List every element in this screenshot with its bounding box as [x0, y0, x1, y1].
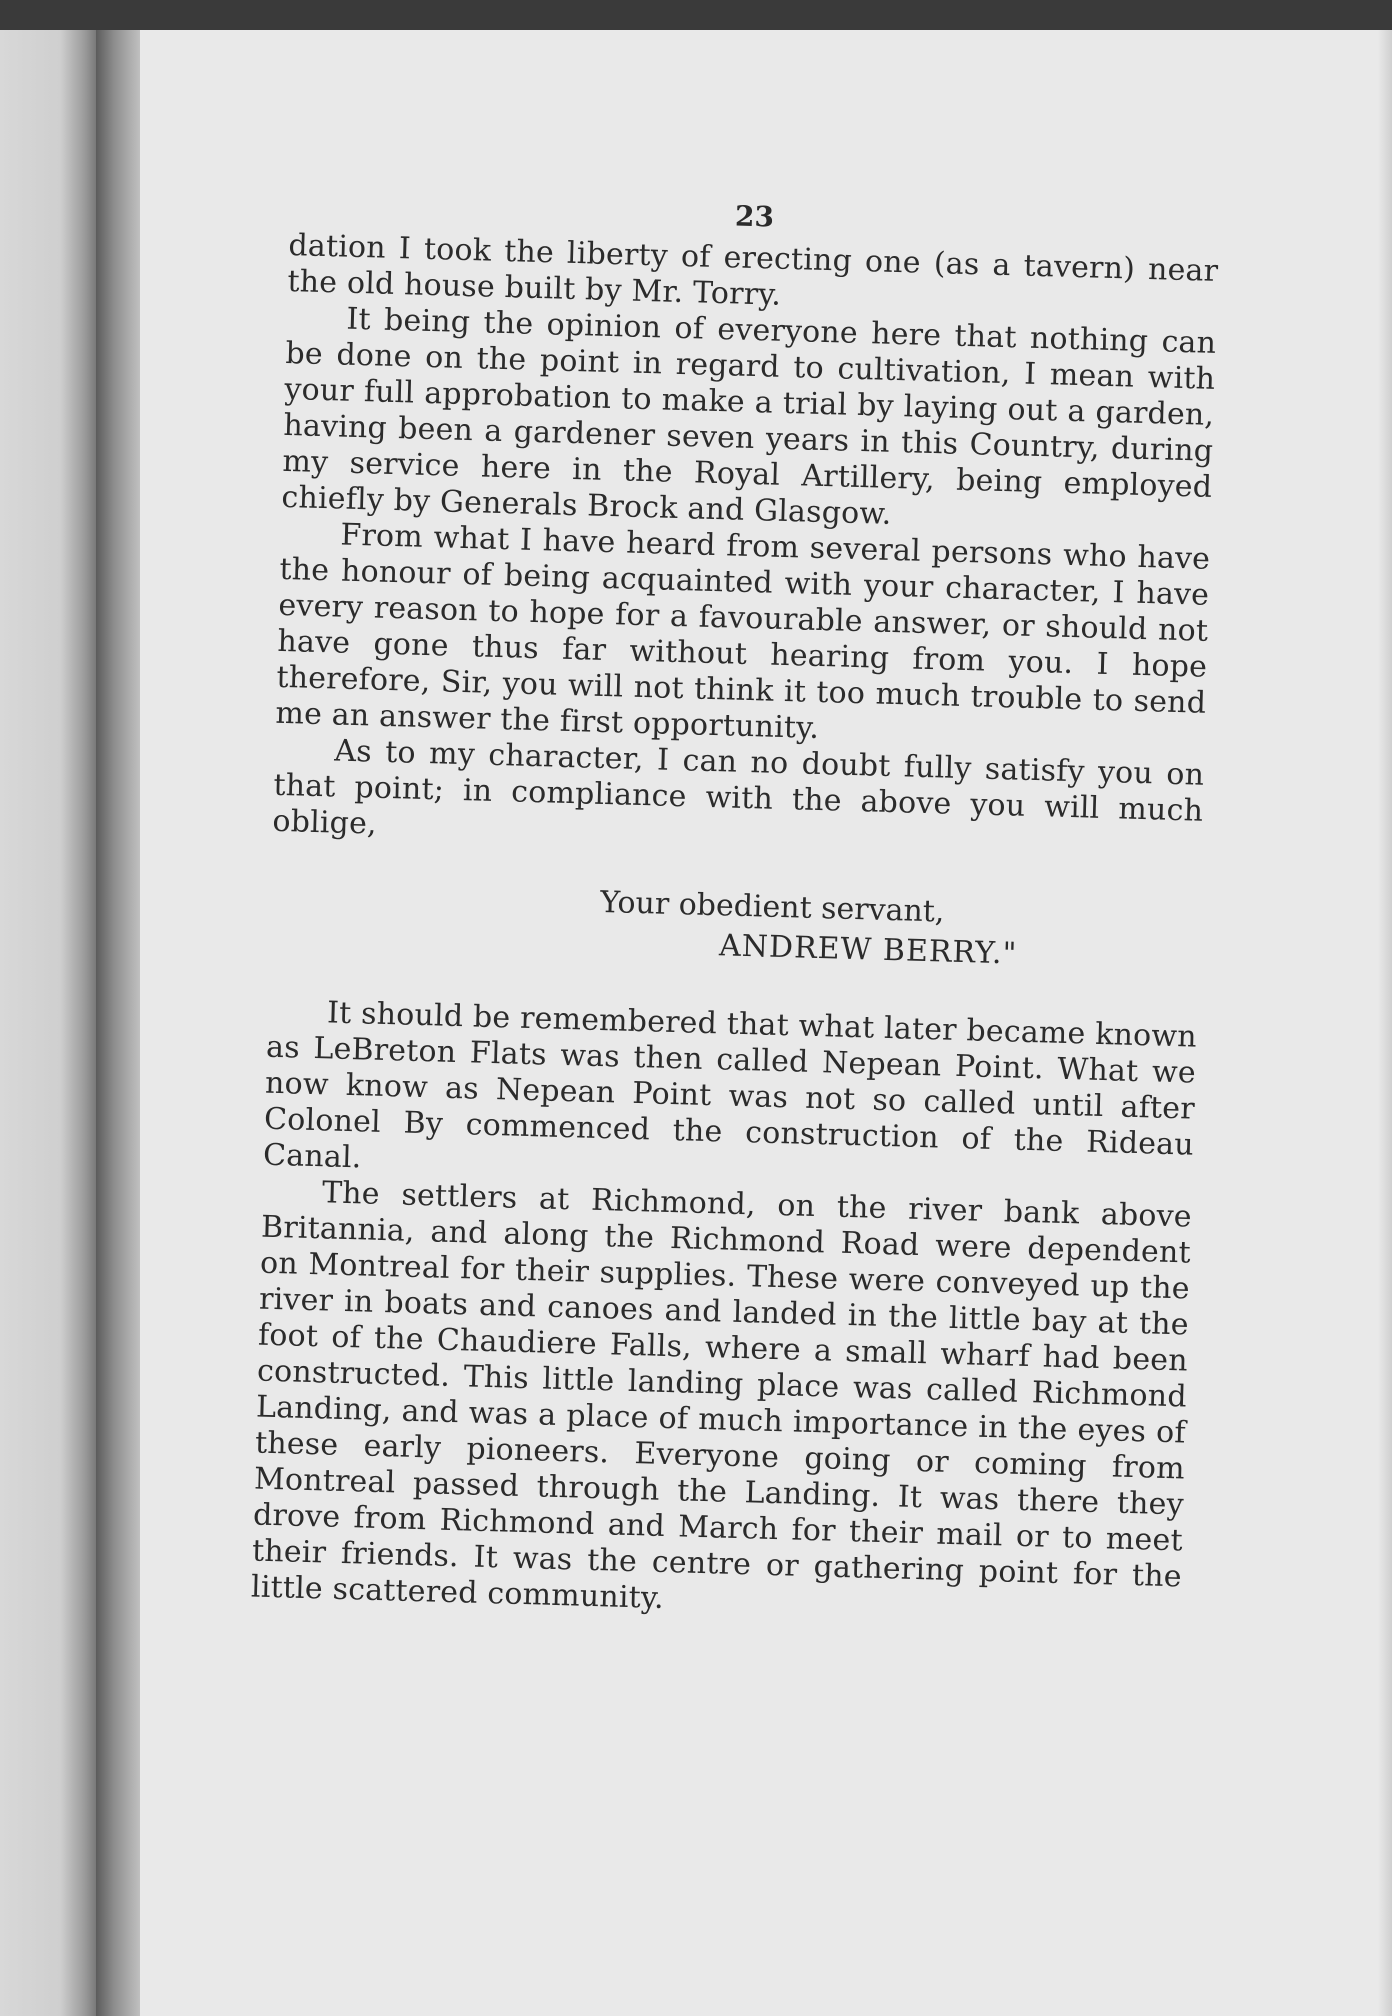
letter-paragraph: As to my character, I can no doubt fully satisfy you on that point; in compliance with the above you will much oblige, — [271, 733, 1205, 842]
book-page — [140, 30, 1392, 2016]
narrative-section — [251, 994, 1198, 1632]
letter-paragraph: From what I have heard from several persons who have the honour of being acquainted with your character, I have every reason to hope for a favourable answer, or should not have gone thus far without hearing from you. I hope therefore, Sir, you will not think it too much trouble to send me an answer the first opportunity. — [274, 517, 1211, 746]
page-edge-shadow — [1378, 30, 1392, 2016]
page-number: 23 — [734, 199, 775, 234]
letter-closing: Your obedient servant, — [599, 884, 945, 930]
letter-paragraph: dation I took the liberty of erecting one (as a tavern) near the old house built by Mr. Torry. — [287, 228, 1219, 313]
letter-paragraph: It being the opinion of everyone here that nothing can be done on the point in regard to cultivation, I mean with your full approbation to make a trial by laying out a garden, having been a gardener seven years in this Country, during my service here in the Royal Artillery, being employed chiefly by Generals Brock and Glasgow. — [281, 301, 1217, 532]
narrative-paragraph: The settlers at Richmond, on the river bank above Britannia, and along the Richmond Road were dependent on Montreal for their supplies. These were conveyed up the river in boats and canoes and landed in the little bay at the foot of the Chaudiere Falls, where a small wharf had been constructed. This little landing place was called Richmond Landing, and was a place of much importance in the eyes of these early pioneers. Everyone going or coming from Montreal passed through the Landing. It was there they drove from Richmond and March for their mail or to meet their friends. It was the centre or gathering point for the little scattered community. — [250, 1175, 1193, 1616]
narrative-paragraph: It should be remembered that what later became known as LeBreton Flats was then called Nepean Point. What we now know as Nepean Point was not so called until after Colonel By commenced the construction of the Rideau Canal. — [262, 995, 1198, 1176]
page-content — [251, 187, 1220, 1631]
book-gutter — [96, 30, 142, 2016]
facing-page-edge — [0, 30, 100, 2016]
letter-signature: ANDREW BERRY." — [718, 928, 1018, 972]
